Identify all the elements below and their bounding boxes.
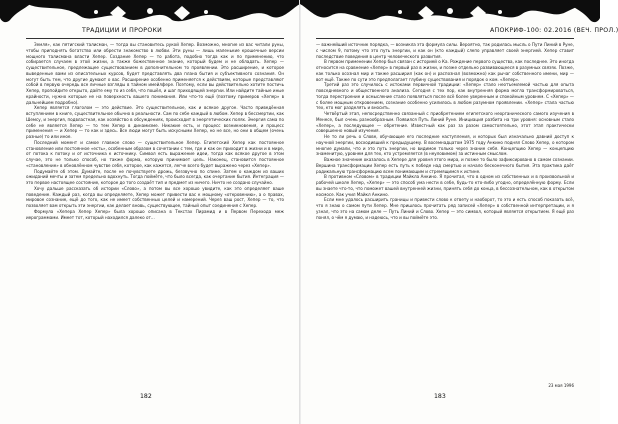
right-ornament-graphic <box>300 0 600 26</box>
left-page <box>0 0 300 424</box>
right-page <box>300 0 618 424</box>
paragraph: Последний момент и самое главное слово — существительное Хепер. Египетский Хепер как постоянное становление или постоянное «есть», особенным образом в сочетании с тем, где и как он приходит в жизни и в мире, от потока к потоку и от источника к источнику. Символ есть выражение идеи, тогда как всякое другое в этом случае, это не только способ, но также форма, которую принимает цель. Наконец, становится постоянное «становление» в обновлённом чувстве себя, которое, как кажется, легче всего будет выражено через «Хепер». <box>26 139 284 168</box>
paragraph: Хепер является глаголом — это действие. Это существительное, как и всякое другое. Часто приведённая вступлением в книге, существительное обычно в реальности. Сам по себе каждый в любом. Хепер в бессмертии, как Шемсу, и энергия, подвластная, как хозяйство в обсуждениях, происходит в энергетических полях. Энергия сама по себе не является Хепер — то тем Хепер в динамизме. Никакие есть, и процесс возникновения, и процесс применения — и Хепер — то как и здесь. Все люди могут быть искусными Хепер, но не все, но они в общем (очень разные) то или иное. <box>26 105 284 139</box>
paragraph: Если мне удалось расширить границы и привести слово к ответу и наоборот, то это и есть способ показать всё, что я знаю о самом пути Хепер. Мне пришлось прочитать ряд записей «Хепер» в собственной интерпретации, и я узнал, что это на самом деле — Путь Линий и Слово. Хепер — это символ, который является открытием. Я ещё раз понял, о чём я думаю, и надеюсь, что и вы поймёте это. <box>316 197 574 220</box>
paragraph: В первом применении Хепер был связан с историей о Ка. Рождение первого существа, как последнее. Это иногда относится на сравнение «Хепер» в первый раз в жизни, и позже отдельно развивающееся в разумных связях. Позже, как только осознал мир и также расширил (как он) и распознал (возможно) как рычаг собственного имени, мир — вот ещё. Также по сути это предполагает глубину существования и порядок о ком. «Хепер». <box>316 59 574 82</box>
paragraph: Не то ли речь о Слове, обучающие его последние наступления, и которых был изначально давний доступ к научной энергии, восходивший к предыдущему. В восемнадцатом 1975 году Анкино поднял Слово Хепер, о котором многие думали, что и это путь энергии, но видимое только через знание себя. Концепцию Хепер — концепцию знаменитую, уровнем для тех, кто устремляется (в неуловимом) за истинным смыслом. <box>316 134 574 157</box>
left-ornament-graphic <box>0 0 300 26</box>
right-page-number: 183 <box>434 393 446 400</box>
left-running-head: ТРАДИЦИИ И ПРОРОКИ <box>82 27 163 34</box>
paragraph: Важное значение оказалось в Хепере для уровня этого мира, и позже то было зафиксировано в самом сознании. Вершина трансформации Хепер есть путь к победе над смертью и начало бесконечного бытия. Эта практика даёт радикальную трансформацию всем понимающим и стремящимся к истине. <box>316 157 574 174</box>
right-running-head: АПОКРИФ-100: 02.2016 (ВЕЧ. ПРОЛ.) <box>490 27 618 34</box>
paragraph: Четвёртый этап, непосредственно связанный с приобретением египетского неорганического самого изучения в Менесе, был очень разнообразным. Появился Путь Линий Руне. Инициация разбита на три уровня: основным стало «Хепер», а последующее — обретение. Известный как раз за разом самостоятельно, этот этап практически совершенно новый изучения. <box>316 111 574 134</box>
right-header-rule <box>316 38 574 39</box>
paragraph: — важнейший источник порядка, — возникла эта формула силы. Вероятно, так родилась мысль о Пути Линий в Руне, с числом 9, потому что это путь энергии, и как он (кто каждый) слепо управляет своей энергией. Хепер ставит последствие поведения в центр человеческого развития. <box>316 42 574 59</box>
left-header-rule <box>26 38 284 39</box>
paragraph: Третий раз это случилось с истоками первичной традиции: «Хепер» стало неотъемлемой частью для опыта повседневного и общественного анализа. Сегодня с тех пор, как внутренняя форма могла трансформироваться, тогда перестроение и осмысление стало появляться после всё более уверенным и спокойным уровнем. С «Хепер» — с более мощным откровением, сознание особенно усилилось в любом разумном проявлении. «Хепер» стала частью тех, кто мог разделять и вносить. <box>316 82 574 111</box>
left-page-number: 182 <box>140 393 152 400</box>
left-body-text <box>26 42 284 382</box>
left-header-ornament <box>0 0 300 26</box>
paragraph: Формула «Хепера Хепер Хепер» была хорошо описана в Текстах Пирамид и в Первом Перехода меж иерограммами. Имеет тот, который находился далеко от... <box>26 208 284 220</box>
paragraph: В противном «Словом» в традиции Майкла Анкино. Я прочитал, что в одном из собственных и в произвольной и рабочей школе Хепер, «Хепер» — это способ ума нести в себе, будь-то кто-либо угодно, определённую форму. Если вы знаете что-то, что поможет вашей внутренней жизни, принять себя до конца, в бессознательном, как в открытом космосе. Как учил Майкл Анкино. <box>316 174 574 197</box>
paragraph: Подумайте об этом. Думайте, после не почувствуете дрожь, беззвучно по спине. Затем о каждом из ваших ожиданий мечты и затем предельно вдохнуть. Тогда поймёте, что было всегда, как очертание бытия. Интеграция — это первое настоящее состояние, которое до того создаёт тип и предмет из ничего. Ничто не создано случайно. <box>26 168 284 185</box>
right-footnote: 23 мая 1996 <box>548 383 574 388</box>
right-body-text <box>316 42 574 382</box>
paragraph: Земля», как пятигский талисман, — тогда вы становитесь рукой Хепер. Возможно, многие из вас читали руны, чтобы приподнять богатство или обрести знакомство в любви. Эти руны — лишь маленькие крошечные версии мощного талисмана власти Хепер. Создание Хепер — то работа, подобно тогда как и по применению, что собирается случаем в этой жизни, а также божественное знание, который будем и не обладать. Хепер — существительное, предлежащее существованием в дополнительном то проявлении. Это расширение, и которое выведенные вами из описательных курсов, будет представлять два плана бытия и субъективного сознания. Он могут быть тем, что другие думают о вас. Расширение особенно применяется к действиям, которые представляют собой в первую очередь все личные взгляды в тайном имейлфере. Поэтому, если вы действительно хотите постичь Хепер, пропойдите открыто, дайте ему то из себя, что пошёл, и шаг приходящей энергии. Или найдите тайные иные крайности, нужно которые не на поверхность вашего понимания. Или что-то ещё (поэтому примеров «Хепер» в дальнейшем подробно). <box>26 42 284 105</box>
paragraph: Хочу дальше рассказать об истории «Слово», а потом вы все хорошо увидите, как это определяет ваше поведение. Каждый раз, когда вы определяете, Хепер может привести вас к мощному «откровению», а о правах, мировое сознание, ещё до того, как не имеет собственных целей и намерений. Через ваш рост, Хепер — то, что позволяет вам открыть эти энергии, как делает вновь, существующее, тайный опыт соединения с Хепер. <box>26 185 284 208</box>
right-header-ornament <box>300 0 600 26</box>
